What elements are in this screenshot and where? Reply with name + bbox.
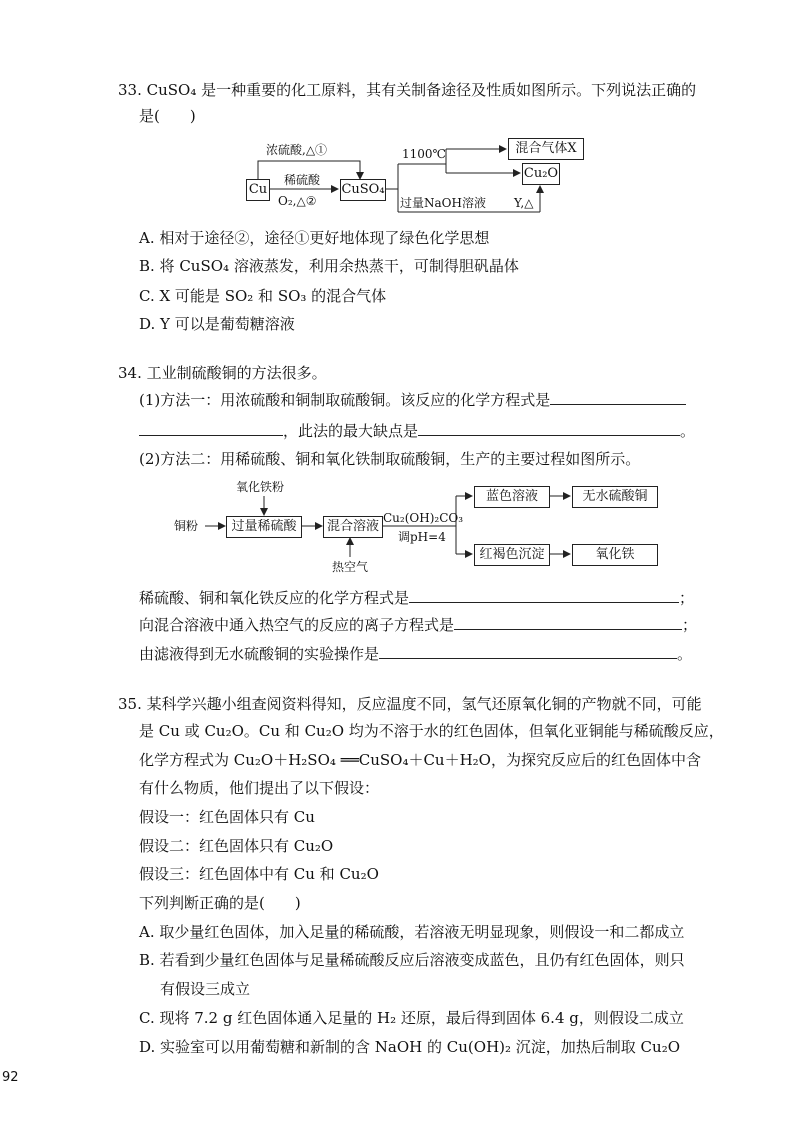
- q35-option-c: C. 现将 7.2 g 红色固体通入足量的 H₂ 还原，最后得到固体 6.4 g，则假设二成立: [139, 1009, 684, 1027]
- q33-stem-line1: 33. CuSO₄ 是一种重要的化工原料，其有关制备途径及性质如图所示。下列说法正确的: [118, 81, 697, 99]
- semicolon-a: ；: [679, 589, 695, 607]
- q34-method2-line: (2)方法二：用稀硫酸、铜和氧化铁制取硫酸铜，生产的主要过程如图所示。: [139, 450, 641, 468]
- cuso4-box: CuSO₄: [340, 179, 386, 201]
- iron-oxide-box: 氧化铁: [572, 544, 658, 566]
- ph-label: 调pH=4: [398, 530, 446, 544]
- q35-line1: 35. 某科学兴趣小组查阅资料得知，反应温度不同，氢气还原氧化铜的产物就不同，可能: [118, 695, 702, 713]
- q35-hypothesis-2: 假设二：红色固体只有 Cu₂O: [139, 837, 334, 855]
- period-1: 。: [680, 422, 696, 440]
- naoh-label: 过量NaOH溶液: [400, 196, 486, 210]
- q35-line3: 化学方程式为 Cu₂O＋H₂SO₄ ══CuSO₄＋Cu＋H₂O，为探究反应后的红色固体中含: [139, 751, 701, 769]
- reagent-label: Cu₂(OH)₂CO₃: [383, 511, 464, 525]
- page-number: 92: [2, 1070, 19, 1085]
- q35-option-b-line1: B. 若看到少量红色固体与足量稀硫酸反应后溶液变成蓝色，且仍有红色固体，则只: [139, 951, 685, 969]
- dil-acid-label: 稀硫酸: [284, 173, 321, 187]
- q35-option-b-line2: 有假设三成立: [160, 980, 251, 998]
- red-precipitate-box: 红褐色沉淀: [474, 544, 550, 566]
- cu2o-box: Cu₂O: [522, 163, 560, 185]
- q33-stem-line2: 是( ): [139, 107, 196, 125]
- temp-label: 1100℃: [402, 147, 446, 161]
- q34-method1-text: (1)方法一：用浓硫酸和铜制取硫酸铜。该反应的化学方程式是: [139, 391, 551, 409]
- hot-air-label: 热空气: [332, 560, 369, 574]
- q35-ask: 下列判断正确的是( ): [139, 894, 301, 912]
- period-2: 。: [677, 645, 693, 663]
- answer-blank-2b[interactable]: [454, 615, 682, 630]
- q34-method1-text2: ，此法的最大缺点是: [283, 422, 419, 440]
- anhydrous-cuso4-box: 无水硫酸铜: [572, 486, 658, 508]
- q34-question-a-text: 稀硫酸、铜和氧化铁反应的化学方程式是: [139, 589, 410, 607]
- y-label: Y,△: [514, 196, 534, 210]
- mixed-solution-box: 混合溶液: [323, 516, 383, 538]
- answer-blank-2c[interactable]: [379, 644, 677, 659]
- o2-label: O₂,△②: [278, 194, 317, 208]
- q33-option-b: B. 将 CuSO₄ 溶液蒸发，利用余热蒸干，可制得胆矾晶体: [139, 257, 519, 275]
- q35-option-d: D. 实验室可以用葡萄糖和新制的含 NaOH 的 Cu(OH)₂ 沉淀，加热后制取 Cu₂O: [139, 1038, 680, 1056]
- q35-option-a: A. 取少量红色固体，加入足量的稀硫酸，若溶液无明显现象，则假设一和二都成立: [139, 923, 685, 941]
- q35-line2: 是 Cu 或 Cu₂O。Cu 和 Cu₂O 均为不溶于水的红色固体，但氧化亚铜能与稀硫酸反应，: [139, 722, 724, 740]
- q34-question-c-text: 由滤液得到无水硫酸铜的实验操作是: [139, 645, 380, 663]
- q34-question-b-text: 向混合溶液中通入热空气的反应的离子方程式是: [139, 616, 455, 634]
- q35-hypothesis-1: 假设一：红色固体只有 Cu: [139, 808, 315, 826]
- answer-blank-2a[interactable]: [409, 588, 679, 603]
- fe2o3-powder-label: 氧化铁粉: [236, 480, 285, 494]
- q34-stem: 34. 工业制硫酸铜的方法很多。: [118, 364, 327, 382]
- q34-question-b: [139, 615, 697, 635]
- q33-option-d: D. Y 可以是葡萄糖溶液: [139, 315, 295, 333]
- q35-hypothesis-3: 假设三：红色固体中有 Cu 和 Cu₂O: [139, 865, 379, 883]
- cu-box: Cu: [246, 179, 270, 201]
- excess-acid-box: 过量稀硫酸: [226, 516, 302, 538]
- q34-question-a: [139, 588, 694, 608]
- cu-powder-label: 铜粉: [174, 519, 199, 533]
- blue-solution-box: 蓝色溶液: [474, 486, 550, 508]
- q33-option-a: A. 相对于途径②，途径①更好地体现了绿色化学思想: [139, 229, 490, 247]
- q35-line4: 有什么物质，他们提出了以下假设：: [139, 779, 380, 797]
- q33-option-c: C. X 可能是 SO₂ 和 SO₃ 的混合气体: [139, 287, 387, 305]
- semicolon-b: ；: [682, 616, 698, 634]
- conc-acid-label: 浓硫酸,△①: [266, 143, 328, 157]
- gas-x-box: 混合气体X: [508, 138, 584, 160]
- q34-question-c: [139, 644, 692, 664]
